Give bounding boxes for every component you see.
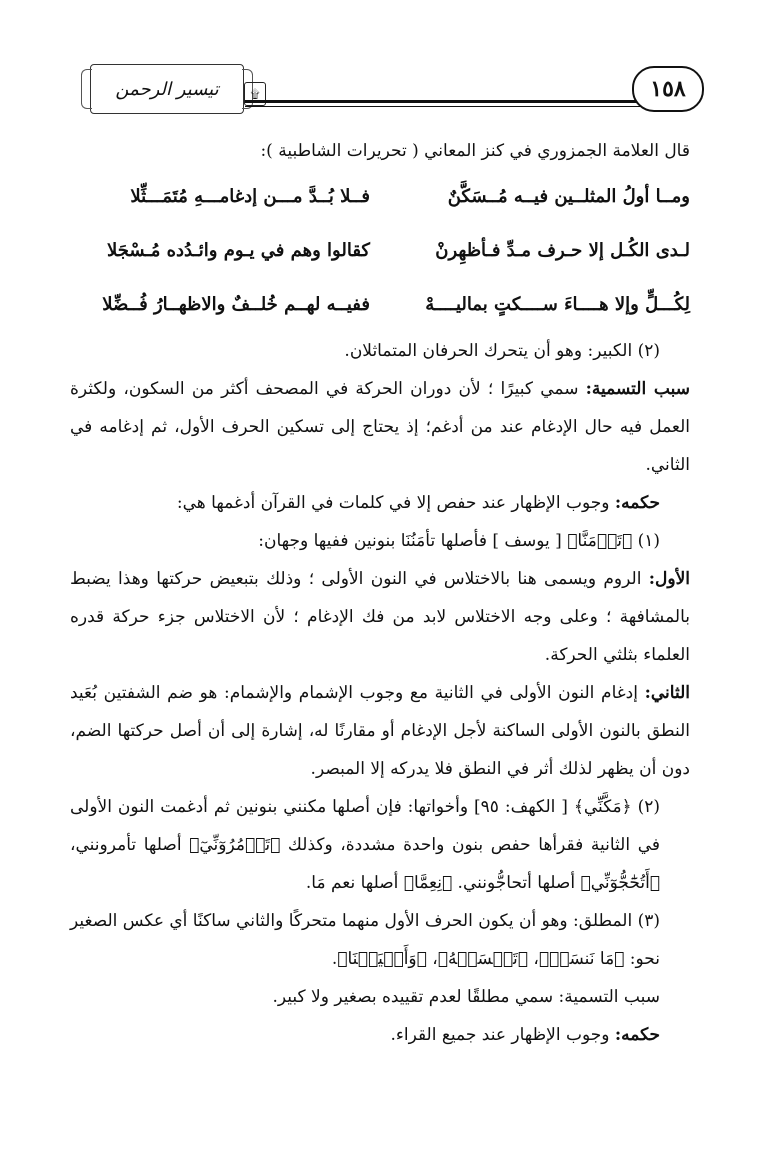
poem-hemistich-right: ومــا أولُ المثلــين فيــه مُــسَكَّنٌ <box>447 186 690 207</box>
book-title-banner <box>90 64 244 114</box>
poem <box>70 170 690 332</box>
awwal-paragraph <box>70 560 690 674</box>
thani-label: الثاني: <box>644 683 690 703</box>
sabab2-label: سبب التسمية: <box>558 987 660 1007</box>
poem-verse <box>70 224 690 278</box>
poem-hemistich-left: ففيــه لهــم خُلــفٌ والاظهــارُ فُــضِّلا <box>102 294 370 315</box>
ornament-icon: ۩ <box>244 82 266 106</box>
poem-hemistich-left: فــلا بُــدَّ مـــن إدغامـــهِ مُتَمَـــثِّلا <box>130 186 370 207</box>
hukm2-label: حكمه: <box>614 1025 660 1045</box>
mutlaq-text: وهو أن يكون الحرف الأول منهما متحركًا والثاني ساكنًا أي عكس الصغير نحو: ﴿مَا نَنسَخۡ﴾، ﴿تَمۡسَسۡهُ﴾، ﴿وَأَحۡيَيۡنَا﴾. <box>70 911 660 969</box>
hukm-label: حكمه: <box>614 493 660 513</box>
thani-text: إدغام النون الأولى في الثانية مع وجوب الإشمام والإشمام: هو ضم الشفتين بُعَيد النطق بالنون الأولى الساكنة لأجل الإدغام أو مقارنًا له، إشارة إلى أن أصل حركتها الضم، دون أن يظهر لذلك أثر في النطق فلا يدركه إلا المبصر. <box>70 683 690 779</box>
hukm-text: وجوب الإظهار عند حفص إلا في كلمات في القرآن أدغمها هي: <box>176 493 615 513</box>
sabab2-text: سمي مطلقًا لعدم تقييده بصغير ولا كبير. <box>272 987 559 1007</box>
poem-verse <box>70 278 690 332</box>
hukm2-paragraph <box>70 1016 690 1054</box>
page-body <box>70 132 690 1054</box>
sabab-text: سمي كبيرًا ؛ لأن دوران الحركة في المصحف أكثر من السكون، ولكثرة العمل فيه حال الإدغام عند من أدغم؛ إذ يحتاج إلى تسكين الحرف الأول، ثم إدغامه في الثاني. <box>70 379 690 475</box>
thani-paragraph <box>70 674 690 788</box>
kabir-paragraph <box>70 332 690 370</box>
hukm2-text: وجوب الإظهار عند جميع القراء. <box>390 1025 615 1045</box>
header-rule-thin <box>245 106 682 107</box>
sabab-label: سبب التسمية: <box>585 379 690 399</box>
sabab-paragraph <box>70 370 690 484</box>
intro-line: قال العلامة الجمزوري في كنز المعاني ( تحريرات الشاطبية ): <box>260 141 690 161</box>
poem-hemistich-right: لـدى الكُـل إلا حـرف مـدِّ فـأظهِرنْ <box>435 240 690 261</box>
item-1: (١) ﴿تَأۡمَنَّا﴾ [ يوسف ] فأصلها تأمَنُنَا بنونين ففيها وجهان: <box>258 531 660 551</box>
header-rule <box>245 100 682 103</box>
book-title: تيسير الرحمن <box>115 78 219 100</box>
awwal-label: الأول: <box>648 569 690 589</box>
mutlaq-paragraph <box>70 902 690 978</box>
sabab2-paragraph <box>70 978 690 1016</box>
page-header <box>70 52 722 130</box>
kabir-title: (٢) الكبير: <box>587 341 660 361</box>
poem-hemistich-left: كقالوا وهم في يـوم وائـدُده مُـسْجَلا <box>107 240 370 261</box>
poem-hemistich-right: لِكُـــلٍّ وإلا هــــاءَ ســــكتٍ بماليــــهْ <box>425 294 690 315</box>
page-number: ١٥٨ <box>632 66 704 112</box>
awwal-text: الروم ويسمى هنا بالاختلاس في النون الأولى ؛ وذلك بتبعيض حركتها وهذا يضبط بالمشافهة ؛ وعلى وجه الاختلاس لابد من فك الإدغام ؛ لأن الاختلاس جزء حركة قدره العلماء بثلثي الحركة. <box>70 569 690 665</box>
poem-verse <box>70 170 690 224</box>
item-2: (٢) ﴿مَكَّنِّي﴾ [ الكهف: ٩٥] وأخواتها: فإن أصلها مكنني بنونين ثم أدغمت النون الأولى في الثانية فقرأها حفص بنون واحدة مشددة، وكذلك ﴿تَأۡمُرُوٓنِّيٓ﴾ أصلها تأمرونني، ﴿أَتُحَٰٓجُّوٓنِّي﴾ أصلها أتحاجُّونني. ﴿نِعِمَّا﴾ أصلها نعم مَا. <box>70 797 660 893</box>
mutlaq-title: (٣) المطلق: <box>572 911 660 931</box>
hukm-paragraph <box>70 484 690 522</box>
kabir-text: وهو أن يتحرك الحرفان المتماثلان. <box>344 341 588 361</box>
